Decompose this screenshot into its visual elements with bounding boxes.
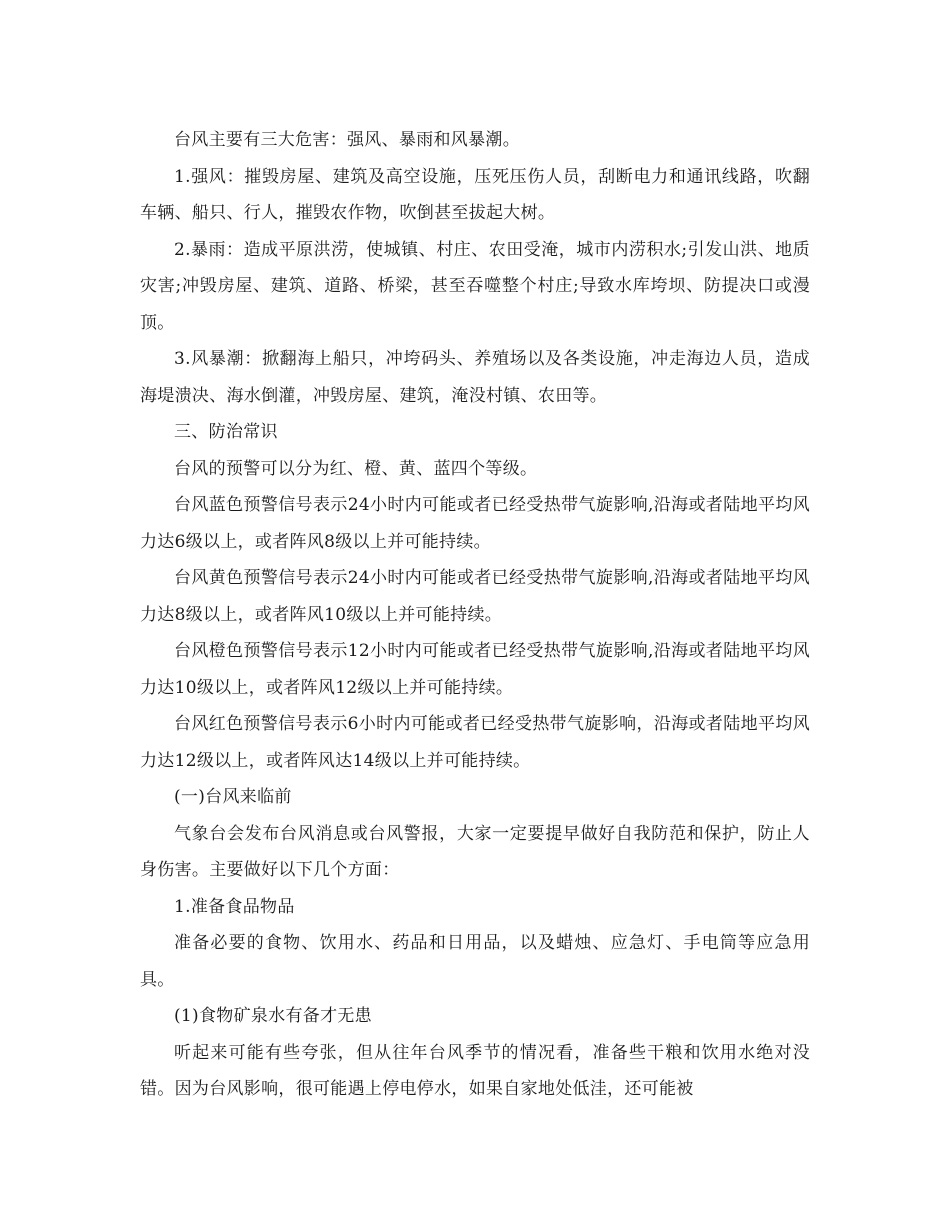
paragraph-rainstorm: 2.暴雨：造成平原洪涝，使城镇、村庄、农田受淹，城市内涝积水;引发山洪、地质灾害;冲毁房屋、建筑、道路、桥梁，甚至吞噬整个村庄;导致水库垮坝、防提决口或漫顶。 <box>140 239 810 333</box>
paragraph-supplies-list: 准备必要的食物、饮用水、药品和日用品，以及蜡烛、应急灯、手电筒等应急用具。 <box>140 933 810 990</box>
paragraph-strong-wind: 1.强风：摧毁房屋、建筑及高空设施，压死压伤人员，刮断电力和通讯线路，吹翻车辆、船只、行人，摧毁农作物，吹倒甚至拔起大树。 <box>140 166 810 223</box>
subheading-food-water: (1)食物矿泉水有备才无患 <box>174 1006 372 1026</box>
paragraph-typhoon-hazards-intro: 台风主要有三大危害：强风、暴雨和风暴潮。 <box>174 130 520 150</box>
paragraph-self-protection: 气象台会发布台风消息或台风警报，大家一定要提早做好自我防范和保护，防止人身伤害。主要做好以下几个方面： <box>140 823 810 880</box>
paragraph-storm-surge: 3.风暴潮：掀翻海上船只，冲垮码头、养殖场以及各类设施，冲走海边人员，造成海堤溃决、海水倒灌，冲毁房屋、建筑，淹没村镇、农田等。 <box>140 349 810 406</box>
paragraph-food-water-detail: 听起来可能有些夸张，但从往年台风季节的情况看，准备些干粮和饮用水绝对没错。因为台风影响，很可能遇上停电停水，如果自家地处低洼，还可能被 <box>140 1042 810 1099</box>
paragraph-yellow-warning: 台风黄色预警信号表示24小时内可能或者已经受热带气旋影响,沿海或者陆地平均风力达8级以上，或者阵风10级以上并可能持续。 <box>140 568 810 625</box>
paragraph-orange-warning: 台风橙色预警信号表示12小时内可能或者已经受热带气旋影响,沿海或者陆地平均风力达10级以上，或者阵风12级以上并可能持续。 <box>140 641 810 698</box>
paragraph-warning-levels: 台风的预警可以分为红、橙、黄、蓝四个等级。 <box>174 458 538 479</box>
section-heading-prevention: 三、防治常识 <box>174 422 278 442</box>
subheading-prepare-supplies: 1.准备食品物品 <box>174 896 295 917</box>
paragraph-blue-warning: 台风蓝色预警信号表示24小时内可能或者已经受热带气旋影响,沿海或者陆地平均风力达6级以上，或者阵风8级以上并可能持续。 <box>140 495 810 552</box>
document-body <box>140 122 810 1108</box>
subheading-before-typhoon: (一)台风来临前 <box>174 787 292 807</box>
paragraph-red-warning: 台风红色预警信号表示6小时内可能或者已经受热带气旋影响，沿海或者陆地平均风力达12级以上，或者阵风达14级以上并可能持续。 <box>140 714 810 771</box>
